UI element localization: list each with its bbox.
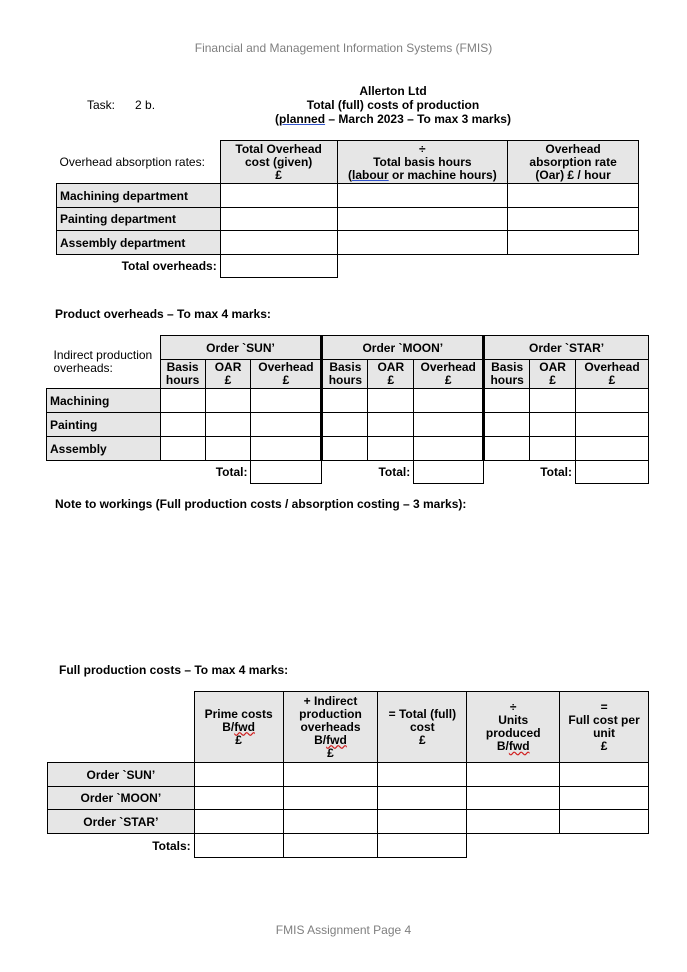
input-cell[interactable] [530, 413, 576, 437]
title-line-2: Total (full) costs of production [306, 98, 480, 112]
input-cell[interactable] [414, 413, 484, 437]
full-col-units-produced: ÷ Units produced B/fwd [467, 692, 560, 763]
input-cell[interactable] [484, 413, 530, 437]
input-cell[interactable] [560, 763, 649, 787]
star-total-label: Total: [540, 465, 573, 480]
input-cell[interactable] [414, 461, 484, 484]
input-cell[interactable] [576, 461, 649, 484]
task-number: 2 b. [135, 98, 156, 112]
input-cell[interactable] [194, 763, 283, 787]
moon-total-label: Total: [378, 465, 411, 480]
table-row [57, 184, 639, 208]
input-cell[interactable] [368, 389, 414, 413]
input-cell[interactable] [560, 787, 649, 810]
page-footer: FMIS Assignment Page 4 [275, 923, 412, 937]
full-costs-table [47, 691, 649, 858]
page-header: Financial and Management Information Systems (FMIS) [194, 41, 493, 55]
star-overhead: Overhead £ [576, 360, 649, 389]
input-cell[interactable] [414, 389, 484, 413]
full-col-total-cost: = Total (full) cost £ [378, 692, 467, 763]
order-moon-header: Order `MOON’ [322, 336, 484, 360]
product-overheads-table [46, 335, 649, 484]
full-col-indirect-overheads: + Indirect production overheads B/fwd £ [283, 692, 378, 763]
input-cell[interactable] [337, 231, 508, 255]
input-cell[interactable] [251, 389, 322, 413]
table-row [47, 413, 649, 437]
note-title: Note to workings (Full production costs / absorption costing – 3 marks): [55, 497, 467, 511]
moon-basis-hours: Basis hours [322, 360, 368, 389]
order-star-header: Order `STAR’ [484, 336, 649, 360]
input-cell[interactable] [205, 389, 251, 413]
product-section-title: Product overheads – To max 4 marks: [55, 307, 271, 321]
input-cell[interactable] [508, 208, 639, 231]
product-row-painting: Painting [47, 413, 161, 437]
input-cell[interactable] [205, 437, 251, 461]
input-cell[interactable] [467, 763, 560, 787]
input-cell[interactable] [576, 389, 649, 413]
input-cell[interactable] [322, 437, 368, 461]
full-row-star: Order `STAR’ [48, 810, 195, 834]
input-cell[interactable] [160, 389, 205, 413]
table-row [48, 763, 649, 787]
full-row-sun: Order `SUN’ [48, 763, 195, 787]
input-cell[interactable] [467, 810, 560, 834]
sun-basis-hours: Basis hours [160, 360, 205, 389]
table-row [57, 208, 639, 231]
table-row [47, 437, 649, 461]
oar-row-label: Overhead absorption rates: [59, 154, 205, 169]
title-open-paren: ( [275, 112, 280, 126]
input-cell[interactable] [378, 834, 467, 858]
input-cell[interactable] [251, 413, 322, 437]
input-cell[interactable] [368, 437, 414, 461]
input-cell[interactable] [378, 810, 467, 834]
star-oar: OAR £ [530, 360, 576, 389]
full-totals-label: Totals: [152, 838, 191, 853]
task-label [87, 98, 155, 112]
product-corner-label: Indirect production overheads: [53, 347, 153, 375]
full-section-title: Full production costs – To max 4 marks: [59, 663, 289, 677]
table-row [47, 389, 649, 413]
oar-table [56, 140, 639, 278]
input-cell[interactable] [378, 763, 467, 787]
input-cell[interactable] [283, 787, 378, 810]
input-cell[interactable] [560, 810, 649, 834]
input-cell[interactable] [251, 437, 322, 461]
input-cell[interactable] [337, 184, 508, 208]
full-col-cost-per-unit: = Full cost per unit £ [560, 692, 649, 763]
input-cell[interactable] [220, 208, 337, 231]
oar-row-painting: Painting department [57, 208, 221, 231]
table-row [48, 810, 649, 834]
input-cell[interactable] [530, 437, 576, 461]
oar-col-rate: Overhead absorption rate (Oar) £ / hour [508, 141, 639, 184]
input-cell[interactable] [205, 413, 251, 437]
title-line-3 [250, 112, 536, 126]
oar-col-total-overhead: Total Overhead cost (given) £ [220, 141, 337, 184]
input-cell[interactable] [160, 437, 205, 461]
oar-col-basis-hours: ÷ Total basis hours (labour or machine hours) [337, 141, 508, 184]
input-cell[interactable] [194, 787, 283, 810]
input-cell[interactable] [576, 413, 649, 437]
full-row-moon: Order `MOON’ [48, 787, 195, 810]
sun-oar: OAR £ [205, 360, 251, 389]
input-cell[interactable] [160, 413, 205, 437]
company-name: Allerton Ltd [359, 84, 427, 98]
product-row-assembly: Assembly [47, 437, 161, 461]
input-cell[interactable] [414, 437, 484, 461]
input-cell[interactable] [337, 208, 508, 231]
sun-overhead: Overhead £ [251, 360, 322, 389]
oar-row-machining: Machining department [57, 184, 221, 208]
input-cell[interactable] [194, 834, 283, 858]
input-cell[interactable] [220, 184, 337, 208]
star-basis-hours: Basis hours [484, 360, 530, 389]
input-cell[interactable] [484, 437, 530, 461]
sun-total-label: Total: [215, 465, 248, 480]
input-cell[interactable] [322, 413, 368, 437]
input-cell[interactable] [467, 787, 560, 810]
input-cell[interactable] [283, 763, 378, 787]
input-cell[interactable] [220, 231, 337, 255]
input-cell[interactable] [283, 834, 378, 858]
product-row-machining: Machining [47, 389, 161, 413]
input-cell[interactable] [283, 810, 378, 834]
input-cell[interactable] [530, 389, 576, 413]
input-cell[interactable] [251, 461, 322, 484]
input-cell[interactable] [322, 389, 368, 413]
title-planned: planned [279, 112, 326, 126]
input-cell[interactable] [576, 437, 649, 461]
moon-overhead: Overhead £ [414, 360, 484, 389]
input-cell[interactable] [368, 413, 414, 437]
title-rest: – March 2023 – To max 3 marks) [325, 112, 511, 126]
input-cell[interactable] [484, 389, 530, 413]
input-cell[interactable] [508, 184, 639, 208]
input-cell[interactable] [220, 255, 337, 278]
oar-row-assembly: Assembly department [57, 231, 221, 255]
table-row [57, 231, 639, 255]
oar-total-label: Total overheads: [121, 259, 217, 274]
moon-oar: OAR £ [368, 360, 414, 389]
task-label-text: Task: [87, 98, 116, 112]
input-cell[interactable] [378, 787, 467, 810]
order-sun-header: Order `SUN’ [160, 336, 322, 360]
full-col-prime-costs: Prime costs B/fwd £ [194, 692, 283, 763]
input-cell[interactable] [508, 231, 639, 255]
document-title [250, 84, 536, 126]
table-row [48, 787, 649, 810]
input-cell[interactable] [194, 810, 283, 834]
